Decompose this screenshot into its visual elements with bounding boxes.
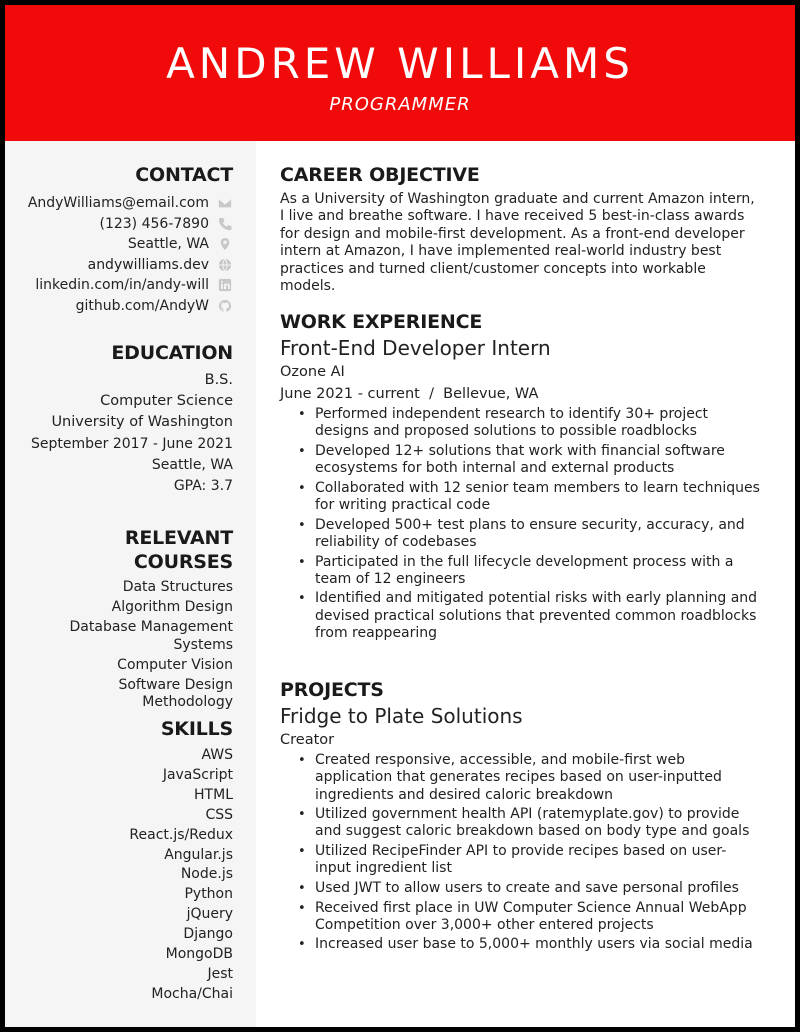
contact-list: [28, 193, 233, 316]
skill-item: jQuery: [186, 906, 233, 923]
contact-website-text: andywilliams.dev: [87, 256, 209, 273]
courses-heading: RELEVANT COURSES: [124, 527, 233, 573]
project-title: Fridge to Plate Solutions: [280, 704, 523, 728]
experience-bullet: • Developed 500+ test plans to ensure security, accuracy, and reliability of codebases: [280, 517, 760, 552]
skill-item: React.js/Redux: [129, 826, 233, 843]
skills-heading: SKILLS: [160, 718, 233, 740]
resume-page: [5, 5, 795, 1027]
project-bullet: • Utilized government health API (ratemyplate.gov) to provide and suggest caloric breakdown based on body type and goals: [280, 806, 760, 841]
company-name: Ozone AI: [280, 364, 345, 380]
skill-item: MongoDB: [165, 946, 233, 963]
education-degree: B.S.: [204, 372, 233, 388]
contact-section: [28, 163, 233, 316]
github-icon: [217, 298, 233, 314]
skill-item: Jest: [207, 965, 233, 982]
contact-location: [28, 234, 233, 255]
candidate-name: ANDREW WILLIAMS: [166, 39, 634, 88]
sidebar: [5, 141, 256, 1027]
contact-linkedin[interactable]: [28, 275, 233, 296]
candidate-role: PROGRAMMER: [329, 94, 471, 115]
contact-phone[interactable]: [28, 214, 233, 235]
course-item: Database Management Systems: [69, 619, 233, 653]
contact-linkedin-text: linkedin.com/in/andy-will: [35, 277, 209, 293]
courses-section: [23, 526, 233, 714]
experience-bullet: • Performed independent research to identify 30+ project designs and proposed solutions to possible roadblocks: [280, 406, 760, 441]
skills-list: [129, 746, 233, 1005]
envelope-icon: [217, 195, 233, 211]
contact-github-text: github.com/AndyW: [75, 297, 209, 314]
skill-item: Mocha/Chai: [151, 985, 233, 1002]
education-school: University of Washington: [51, 414, 233, 431]
contact-location-text: Seattle, WA: [127, 236, 209, 252]
education-location: Seattle, WA: [151, 456, 233, 473]
skill-item: Angular.js: [164, 846, 233, 863]
phone-icon: [217, 216, 233, 232]
skill-item: JavaScript: [162, 766, 233, 783]
contact-email-text: AndyWilliams@email.com: [27, 195, 209, 211]
job-title: Front-End Developer Intern: [280, 336, 551, 360]
project-bullet: • Utilized RecipeFinder API to provide recipes based on user-input ingredient list: [280, 843, 760, 878]
experience-bullets: [280, 406, 760, 645]
job-dates-location: June 2021 - current / Bellevue, WA: [280, 386, 539, 402]
skill-item: CSS: [205, 806, 233, 823]
map-pin-icon: [217, 236, 233, 252]
project-bullet: • Used JWT to allow users to create and save personal profiles: [280, 880, 760, 897]
project-bullets: [280, 752, 760, 956]
education-dates: September 2017 - June 2021: [31, 435, 233, 452]
skill-item: Django: [183, 926, 233, 943]
education-gpa: GPA: 3.7: [173, 478, 233, 495]
contact-phone-text: (123) 456-7890: [99, 215, 209, 232]
experience-heading: WORK EXPERIENCE: [280, 311, 483, 333]
projects-heading: PROJECTS: [280, 679, 384, 701]
skill-item: Python: [184, 886, 233, 903]
linkedin-icon: [217, 277, 233, 293]
skill-item: Node.js: [180, 866, 233, 883]
contact-website[interactable]: [28, 255, 233, 276]
contact-heading: CONTACT: [135, 164, 233, 186]
course-item: Algorithm Design: [111, 599, 233, 616]
education-section: [31, 341, 233, 497]
project-bullet: • Received first place in UW Computer Science Annual WebApp Competition over 3,000+ other entered projects: [280, 900, 760, 935]
skills-section: [129, 717, 233, 1005]
education-heading: EDUCATION: [111, 342, 233, 364]
experience-bullet: • Participated in the full lifecycle development process with a team of 12 engineers: [280, 554, 760, 589]
contact-github[interactable]: [28, 296, 233, 317]
experience-bullet: • Developed 12+ solutions that work with financial software ecosystems for both internal and external products: [280, 443, 760, 478]
globe-icon: [217, 257, 233, 273]
experience-bullet: • Identified and mitigated potential risks with early planning and devised practical solutions that prevented common roadblocks from reappearing: [280, 590, 760, 642]
project-bullet: • Increased user base to 5,000+ monthly users via social media: [280, 936, 760, 953]
objective-text: As a University of Washington graduate and current Amazon intern, I live and breathe software. I have received 5 best-in-class awards for design and mobile-first development. As a front-end developer intern at Amazon, I have implemented real-world industry best practices and turned client/customer concepts into workable models.: [280, 191, 755, 295]
education-list: [31, 370, 233, 497]
skill-item: HTML: [194, 786, 233, 803]
objective-heading: CAREER OBJECTIVE: [280, 164, 480, 186]
experience-bullet: • Collaborated with 12 senior team members to learn techniques for writing practical code: [280, 480, 760, 515]
project-bullet: • Created responsive, accessible, and mobile-first web application that generates recipes based on user-inputted ingredients and desired caloric breakdown: [280, 752, 760, 804]
course-item: Computer Vision: [117, 656, 233, 673]
resume-header: [5, 5, 795, 141]
contact-email[interactable]: [28, 193, 233, 214]
skill-item: AWS: [201, 747, 233, 763]
project-role: Creator: [280, 732, 335, 748]
courses-list: [23, 579, 233, 712]
course-item: Data Structures: [122, 579, 233, 595]
education-major: Computer Science: [100, 393, 233, 410]
course-item: Software Design Methodology: [118, 676, 233, 711]
